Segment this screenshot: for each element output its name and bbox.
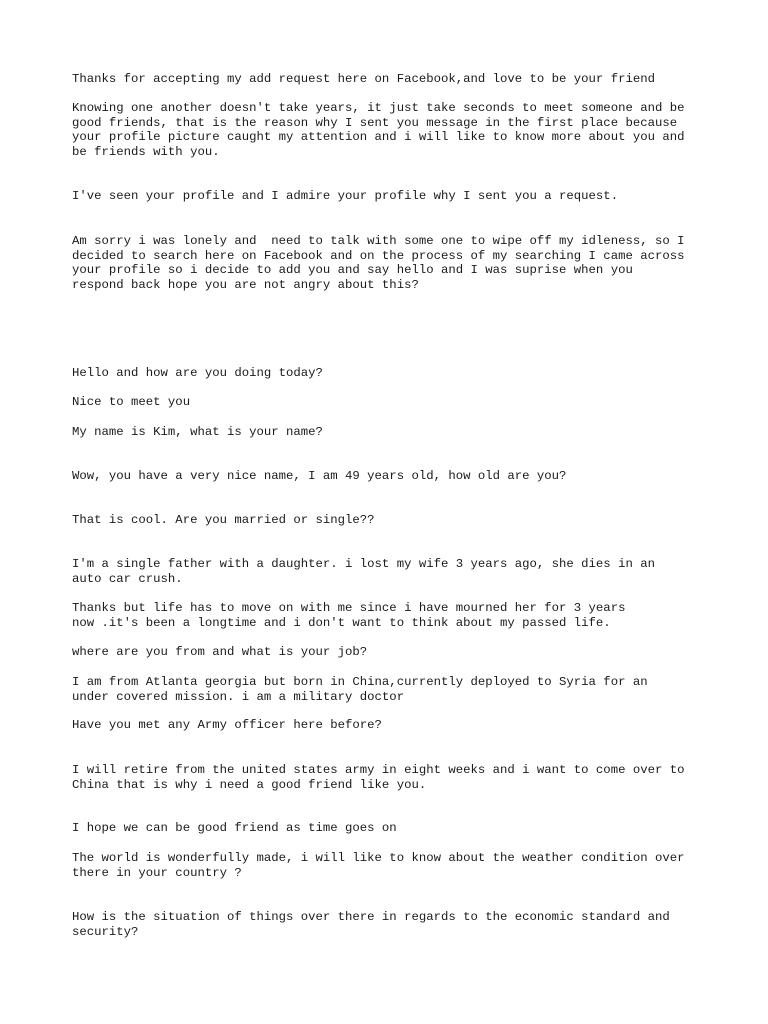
paragraph-add-request-thanks: Thanks for accepting my add request here on Facebook,and love to be your friend bbox=[72, 72, 655, 86]
paragraph-life-moves-on: Thanks but life has to move on with me since i have mourned her for 3 years now .it's been a longtime and i don't want to think about my passed life. bbox=[72, 601, 626, 630]
paragraph-my-name: My name is Kim, what is your name? bbox=[72, 425, 323, 439]
paragraph-married-or-single: That is cool. Are you married or single?? bbox=[72, 513, 375, 527]
paragraph-single-father: I'm a single father with a daughter. i lost my wife 3 years ago, she dies in an auto car crush. bbox=[72, 557, 655, 586]
paragraph-lonely-apology: Am sorry i was lonely and need to talk with some one to wipe off my idleness, so I decided to search here on Facebook and on the process of my searching I came across your profile so i decide to add you and say hello and I was suprise when you respond back hope you are not angry about this? bbox=[72, 234, 685, 293]
paragraph-hello: Hello and how are you doing today? bbox=[72, 366, 323, 380]
paragraph-where-from: where are you from and what is your job? bbox=[72, 645, 368, 659]
paragraph-retire: I will retire from the united states army in eight weeks and i want to come over to China that is why i need a good friend like you. bbox=[72, 763, 685, 792]
paragraph-economic-situation: How is the situation of things over there in regards to the economic standard and security? bbox=[72, 910, 670, 939]
paragraph-weather: The world is wonderfully made, i will like to know about the weather condition over there in your country ? bbox=[72, 851, 685, 880]
paragraph-from-atlanta: I am from Atlanta georgia but born in China,currently deployed to Syria for an under covered mission. i am a military doctor bbox=[72, 675, 648, 704]
paragraph-good-friend: I hope we can be good friend as time goes on bbox=[72, 821, 397, 835]
paragraph-army-officer: Have you met any Army officer here before? bbox=[72, 718, 382, 732]
paragraph-age: Wow, you have a very nice name, I am 49 years old, how old are you? bbox=[72, 469, 567, 483]
paragraph-nice-to-meet: Nice to meet you bbox=[72, 395, 191, 409]
paragraph-seen-your-profile: I've seen your profile and I admire your profile why I sent you a request. bbox=[72, 189, 619, 203]
paragraph-knowing-one-another: Knowing one another doesn't take years, it just take seconds to meet someone and be good friends, that is the reason why I sent you message in the first place because your profile picture caught my attention and i will like to know more about you and be friends with you. bbox=[72, 101, 685, 160]
